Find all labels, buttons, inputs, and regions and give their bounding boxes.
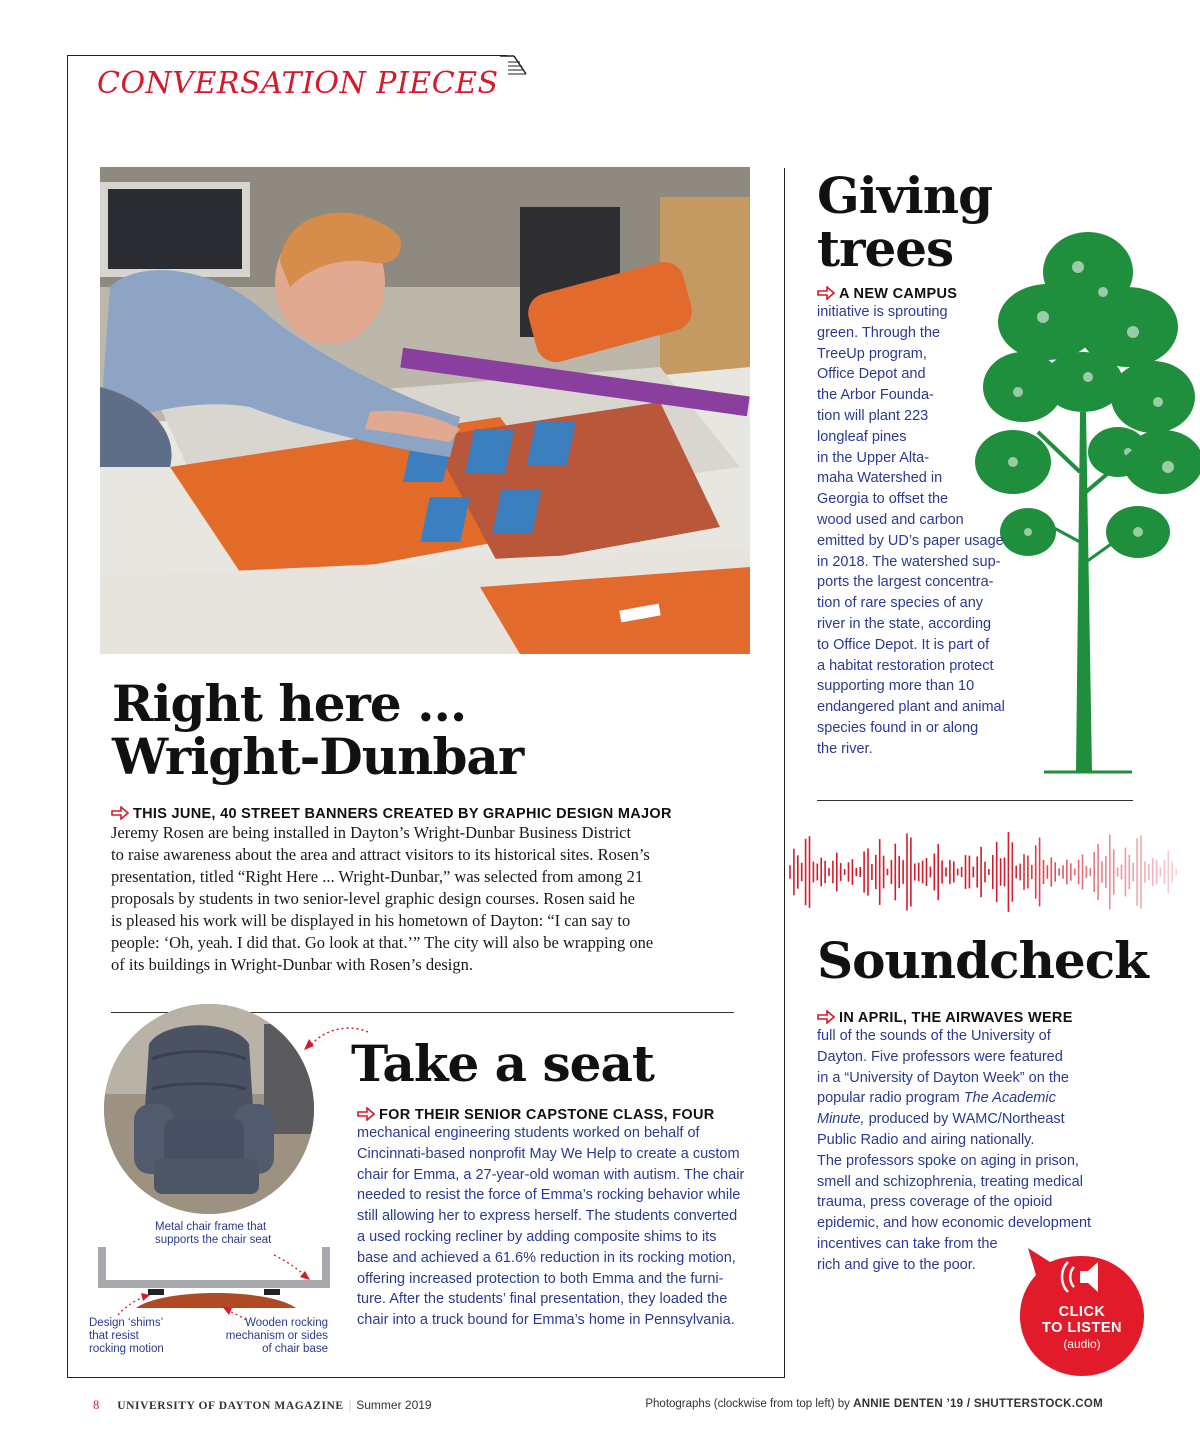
lead-text: A NEW CAMPUS: [839, 286, 958, 302]
footer-left: [93, 1398, 432, 1413]
text-line: ports the largest concentra-: [817, 574, 994, 591]
text-line: chair into a truck bound for Emma’s home in Pennsylvania.: [357, 1312, 735, 1329]
text-line: endangered plant and animal: [817, 699, 1005, 716]
text-line: wood used and carbon: [817, 511, 964, 528]
article-body: [357, 1123, 752, 1331]
lead-in: [817, 286, 1022, 302]
column-divider: [784, 168, 785, 1377]
text-line: of its buildings in Wright-Dunbar with Rosen’s design.: [111, 955, 474, 974]
frame-label: Metal chair frame that supports the chair seat: [155, 1221, 272, 1246]
text-line: Georgia to offset the: [817, 491, 949, 508]
text-line: popular radio program The Academic: [817, 1090, 1056, 1107]
headline-line: Wright-Dunbar: [112, 726, 524, 786]
headline-line: Giving: [817, 166, 993, 225]
text-line: Office Depot and: [817, 366, 926, 383]
issue-date: Summer 2019: [356, 1398, 432, 1412]
text-line: people: ‘Oh, yeah. I did that. Go look at that.’” The city will also be wrapping one: [111, 933, 654, 952]
lead-text: FOR THEIR SENIOR CAPSTONE CLASS, FOUR: [379, 1107, 715, 1123]
text-line: epidemic, and how economic development: [817, 1215, 1092, 1232]
soundcheck-headline: Soundcheck: [817, 931, 1148, 990]
text-line: is pleased his work will be displayed in his hometown of Dayton: “I can say to: [111, 911, 631, 930]
text-line: tion of rare species of any: [817, 595, 984, 612]
text-line: Cincinnati-based nonprofit May We Help to create a custom: [357, 1145, 740, 1162]
article-body: [817, 1026, 1117, 1276]
magazine-name: UNIVERSITY OF DAYTON MAGAZINE: [117, 1400, 344, 1412]
text-line: trauma, press coverage of the opioid: [817, 1194, 1053, 1211]
lead-in: [817, 1010, 1117, 1026]
text-line: offering increased protection to both Emma and the furni-: [357, 1270, 724, 1287]
program-title: Minute,: [817, 1111, 865, 1128]
text-line: river in the state, according: [817, 615, 992, 632]
text-line: Public Radio and airing nationally.: [817, 1131, 1035, 1148]
text-line: maha Watershed in: [817, 470, 943, 487]
frame-left-rule: [67, 55, 68, 1377]
text-line: The professors spoke on aging in prison,: [817, 1152, 1079, 1169]
text-line: needed to resist the force of Emma’s rocking behavior while: [357, 1187, 741, 1204]
text-line: mechanical engineering students worked on behalf of: [357, 1125, 700, 1141]
text-line: longleaf pines: [817, 428, 907, 445]
chair-base-diagram: [88, 1240, 338, 1320]
text-line: ture. After the students’ final presentation, they loaded the: [357, 1291, 728, 1308]
text-line: tion will plant 223: [817, 407, 929, 424]
banner-design-photo: [100, 167, 750, 654]
text-line: in the Upper Alta-: [817, 449, 930, 466]
shims-label: Design ‘shims’ that resist rocking motion: [89, 1317, 164, 1355]
text-line: supporting more than 10: [817, 678, 975, 695]
article-body: [111, 822, 711, 976]
text-line: rich and give to the poor.: [817, 1256, 976, 1273]
arrow-right-icon: [111, 806, 129, 820]
click-to-listen-label[interactable]: CLICK TO LISTEN (audio): [1042, 1304, 1122, 1351]
giving-trees-article: [817, 286, 1022, 760]
soundcheck-article: [817, 1010, 1117, 1276]
text-line: presentation, titled “Right Here ... Wright-Dunbar,” was selected from among 21: [111, 867, 644, 886]
text-line: a habitat restoration protect: [817, 657, 994, 674]
text-line: incentives can take from the: [817, 1235, 998, 1252]
lead-in: [111, 806, 711, 822]
recliner-photo: [104, 1004, 314, 1214]
headline-line: trees: [817, 218, 954, 278]
text-line: the river.: [817, 740, 873, 757]
section-label: CONVERSATION PIECES: [97, 66, 499, 101]
lead-in: [357, 1107, 752, 1123]
footer-separator: |: [348, 1398, 352, 1412]
text-line: in a “University of Dayton Week” on the: [817, 1069, 1069, 1086]
section-rule: [817, 800, 1133, 801]
text-line: Jeremy Rosen are being installed in Dayton’s Wright-Dunbar Business District: [111, 823, 632, 842]
text-line: still allowing her to express herself. The students converted: [357, 1208, 738, 1225]
text-line: TreeUp program,: [817, 345, 927, 362]
text-line: in 2018. The watershed sup-: [817, 553, 1001, 570]
text-line: initiative is sprouting: [817, 304, 948, 320]
text-line: green. Through the: [817, 324, 941, 341]
giving-trees-headline: [817, 166, 993, 278]
text-line: Minute, produced by WAMC/Northeast: [817, 1111, 1065, 1128]
lead-text: IN APRIL, THE AIRWAVES WERE: [839, 1010, 1073, 1026]
lead-text: THIS JUNE, 40 STREET BANNERS CREATED BY GRAPHIC DESIGN MAJOR: [133, 806, 672, 822]
take-a-seat-article: [357, 1107, 752, 1331]
frame-top-rule: [67, 55, 507, 56]
text-line: proposals by students in two senior-level graphic design courses. Rosen said he: [111, 889, 635, 908]
arrow-right-icon: [357, 1107, 375, 1121]
text-line: the Arbor Founda-: [817, 387, 934, 404]
arrow-right-icon: [817, 1010, 835, 1024]
text-line: Dayton. Five professors were featured: [817, 1048, 1063, 1065]
text-line: emitted by UD’s paper usage: [817, 532, 1004, 549]
take-a-seat-headline: Take a seat: [351, 1034, 654, 1093]
right-here-headline: [112, 674, 752, 786]
right-here-article: [111, 806, 711, 976]
audio-waveform: [787, 822, 1187, 922]
page-footer: [93, 1398, 1103, 1418]
text-line: chair for Emma, a 27-year-old woman with autism. The chair: [357, 1166, 745, 1183]
program-title: The Academic: [963, 1090, 1056, 1107]
text-line: base and achieved a 61.6% reduction in its rocking motion,: [357, 1249, 736, 1266]
headline-line: Right here ...: [112, 674, 467, 733]
text-line: to raise awareness about the area and attract visitors to its historical sites. Rosen’s: [111, 845, 650, 864]
text-line: to Office Depot. It is part of: [817, 636, 990, 653]
text-line: full of the sounds of the University of: [817, 1028, 1051, 1044]
wood-label: Wooden rocking mechanism or sides of chair base: [225, 1317, 328, 1355]
article-body: [817, 302, 1022, 760]
frame-bottom-rule: [67, 1377, 785, 1378]
photo-credit: Photographs (clockwise from top left) by ANNIE DENTEN ’19 / SHUTTERSTOCK.COM: [645, 1398, 1103, 1410]
text-line: species found in or along: [817, 719, 979, 736]
corner-lines-icon: [500, 55, 528, 75]
arrow-right-icon: [817, 286, 835, 300]
text-line: a used rocking recliner by adding composite shims to its: [357, 1228, 717, 1245]
text-line: smell and schizophrenia, treating medical: [817, 1173, 1083, 1190]
page-number: 8: [93, 1398, 100, 1412]
